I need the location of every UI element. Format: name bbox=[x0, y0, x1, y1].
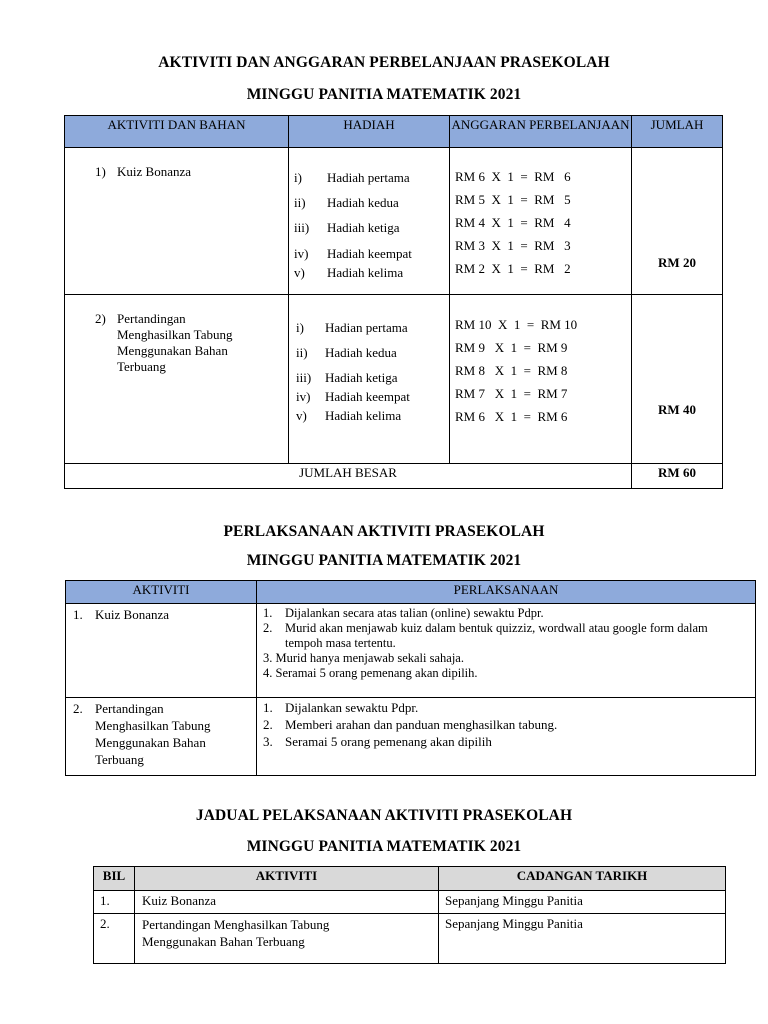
activity-name: Kuiz Bonanza bbox=[117, 164, 192, 179]
list-item: 2. Memberi arahan dan panduan menghasilkan tabung. bbox=[263, 717, 558, 732]
implementation-cell bbox=[257, 604, 756, 698]
list-item: v) Hadiah kelima bbox=[296, 408, 402, 423]
col-header-total: JUMLAH bbox=[632, 116, 723, 148]
list-number: 2. bbox=[73, 701, 83, 716]
list-item: 3. Seramai 5 orang pemenang akan dipilih bbox=[263, 734, 492, 749]
budget-cell bbox=[450, 148, 632, 295]
row-total: RM 20 bbox=[658, 255, 696, 270]
col-header-prize: HADIAH bbox=[289, 116, 450, 148]
section2-subtitle: MINGGU PANITIA MATEMATIK 2021 bbox=[246, 552, 522, 569]
budget-line: RM 9 X 1 = RM 9 bbox=[455, 340, 568, 355]
list-item: ii) Hadiah kedua bbox=[294, 195, 399, 210]
budget-cell bbox=[450, 295, 632, 464]
budget-line: RM 7 X 1 = RM 7 bbox=[455, 386, 568, 401]
total-cell bbox=[632, 295, 723, 464]
list-item: i) Hadiah pertama bbox=[294, 170, 410, 185]
grand-total-label: JUMLAH BESAR bbox=[65, 464, 632, 489]
table-row bbox=[65, 148, 723, 295]
activity-cell bbox=[65, 295, 289, 464]
date-cell: Sepanjang Minggu Panitia bbox=[439, 891, 726, 914]
list-item: iii) Hadiah ketiga bbox=[294, 220, 400, 235]
bil-cell: 1. bbox=[94, 891, 135, 914]
budget-line: RM 10 X 1 = RM 10 bbox=[455, 317, 578, 332]
list-item: iv) Hadiah keempat bbox=[296, 389, 410, 404]
budget-line: RM 2 X 1 = RM 2 bbox=[455, 261, 571, 276]
activity-cell bbox=[65, 148, 289, 295]
col-header-activity: AKTIVITI bbox=[135, 867, 439, 891]
list-number: 1. bbox=[73, 607, 83, 622]
list-item: iv) Hadiah keempat bbox=[294, 246, 412, 261]
budget-line: RM 6 X 1 = RM 6 bbox=[455, 169, 571, 184]
activity-name: Pertandingan Menghasilkan Tabung Menggunakan Bahan Terbuang bbox=[95, 701, 211, 767]
section3-title: JADUAL PELAKSANAAN AKTIVITI PRASEKOLAH bbox=[195, 807, 573, 824]
budget-line: RM 6 X 1 = RM 6 bbox=[455, 409, 568, 424]
activity-cell bbox=[66, 698, 257, 776]
col-header-activity: AKTIVITI bbox=[66, 581, 257, 604]
section1-subtitle: MINGGU PANITIA MATEMATIK 2021 bbox=[246, 86, 522, 103]
budget-line: RM 8 X 1 = RM 8 bbox=[455, 363, 568, 378]
budget-table bbox=[64, 115, 723, 489]
activity-cell: Kuiz Bonanza bbox=[135, 891, 439, 914]
implementation-table bbox=[65, 580, 756, 776]
schedule-table bbox=[93, 866, 726, 964]
col-header-bil: BIL bbox=[94, 867, 135, 891]
list-item: 4. Seramai 5 orang pemenang akan dipilih. bbox=[263, 666, 478, 680]
row-total: RM 40 bbox=[658, 402, 696, 417]
list-item: i) Hadian pertama bbox=[296, 320, 408, 335]
activity-cell bbox=[66, 604, 257, 698]
list-item: 3. Murid hanya menjawab sekali sahaja. bbox=[263, 651, 464, 665]
table-row bbox=[94, 914, 726, 964]
budget-line: RM 3 X 1 = RM 3 bbox=[455, 238, 571, 253]
col-header-activity: AKTIVITI DAN BAHAN bbox=[65, 116, 289, 148]
list-item: 1. Dijalankan sewaktu Pdpr. bbox=[263, 700, 419, 715]
col-header-implementation: PERLAKSANAAN bbox=[257, 581, 756, 604]
activity-name: Pertandingan Menghasilkan Tabung Menggunakan Bahan Terbuang bbox=[117, 311, 233, 374]
prize-cell bbox=[289, 148, 450, 295]
section1-title: AKTIVITI DAN ANGGARAN PERBELANJAAN PRASEKOLAH bbox=[158, 54, 610, 71]
list-item: 1. Dijalankan secara atas talian (online) sewaktu Pdpr. bbox=[263, 606, 544, 620]
table-row bbox=[94, 891, 726, 914]
list-item: v) Hadiah kelima bbox=[294, 265, 404, 280]
grand-total-value: RM 60 bbox=[632, 464, 723, 489]
list-item: iii) Hadiah ketiga bbox=[296, 370, 398, 385]
table-row bbox=[65, 295, 723, 464]
list-number: 1) bbox=[95, 164, 106, 179]
implementation-cell bbox=[257, 698, 756, 776]
budget-line: RM 4 X 1 = RM 4 bbox=[455, 215, 571, 230]
col-header-budget: ANGGARAN PERBELANJAAN bbox=[450, 116, 632, 148]
activity-name: Kuiz Bonanza bbox=[95, 607, 170, 622]
budget-line: RM 5 X 1 = RM 5 bbox=[455, 192, 571, 207]
bil-cell: 2. bbox=[94, 914, 135, 964]
list-item: ii) Hadiah kedua bbox=[296, 345, 397, 360]
prize-cell bbox=[289, 295, 450, 464]
col-header-date: CADANGAN TARIKH bbox=[439, 867, 726, 891]
grand-total-row bbox=[65, 464, 723, 489]
total-cell bbox=[632, 148, 723, 295]
list-item: 2. Murid akan menjawab kuiz dalam bentuk quizziz, wordwall atau google form dalam tempoh masa tertentu. bbox=[263, 621, 708, 650]
date-cell: Sepanjang Minggu Panitia bbox=[439, 914, 726, 964]
section2-title: PERLAKSANAAN AKTIVITI PRASEKOLAH bbox=[223, 523, 545, 540]
table-row bbox=[66, 604, 756, 698]
activity-cell: Pertandingan Menghasilkan Tabung Menggunakan Bahan Terbuang bbox=[135, 914, 439, 964]
list-number: 2) bbox=[95, 311, 106, 326]
section3-subtitle: MINGGU PANITIA MATEMATIK 2021 bbox=[246, 838, 522, 855]
table-row bbox=[66, 698, 756, 776]
